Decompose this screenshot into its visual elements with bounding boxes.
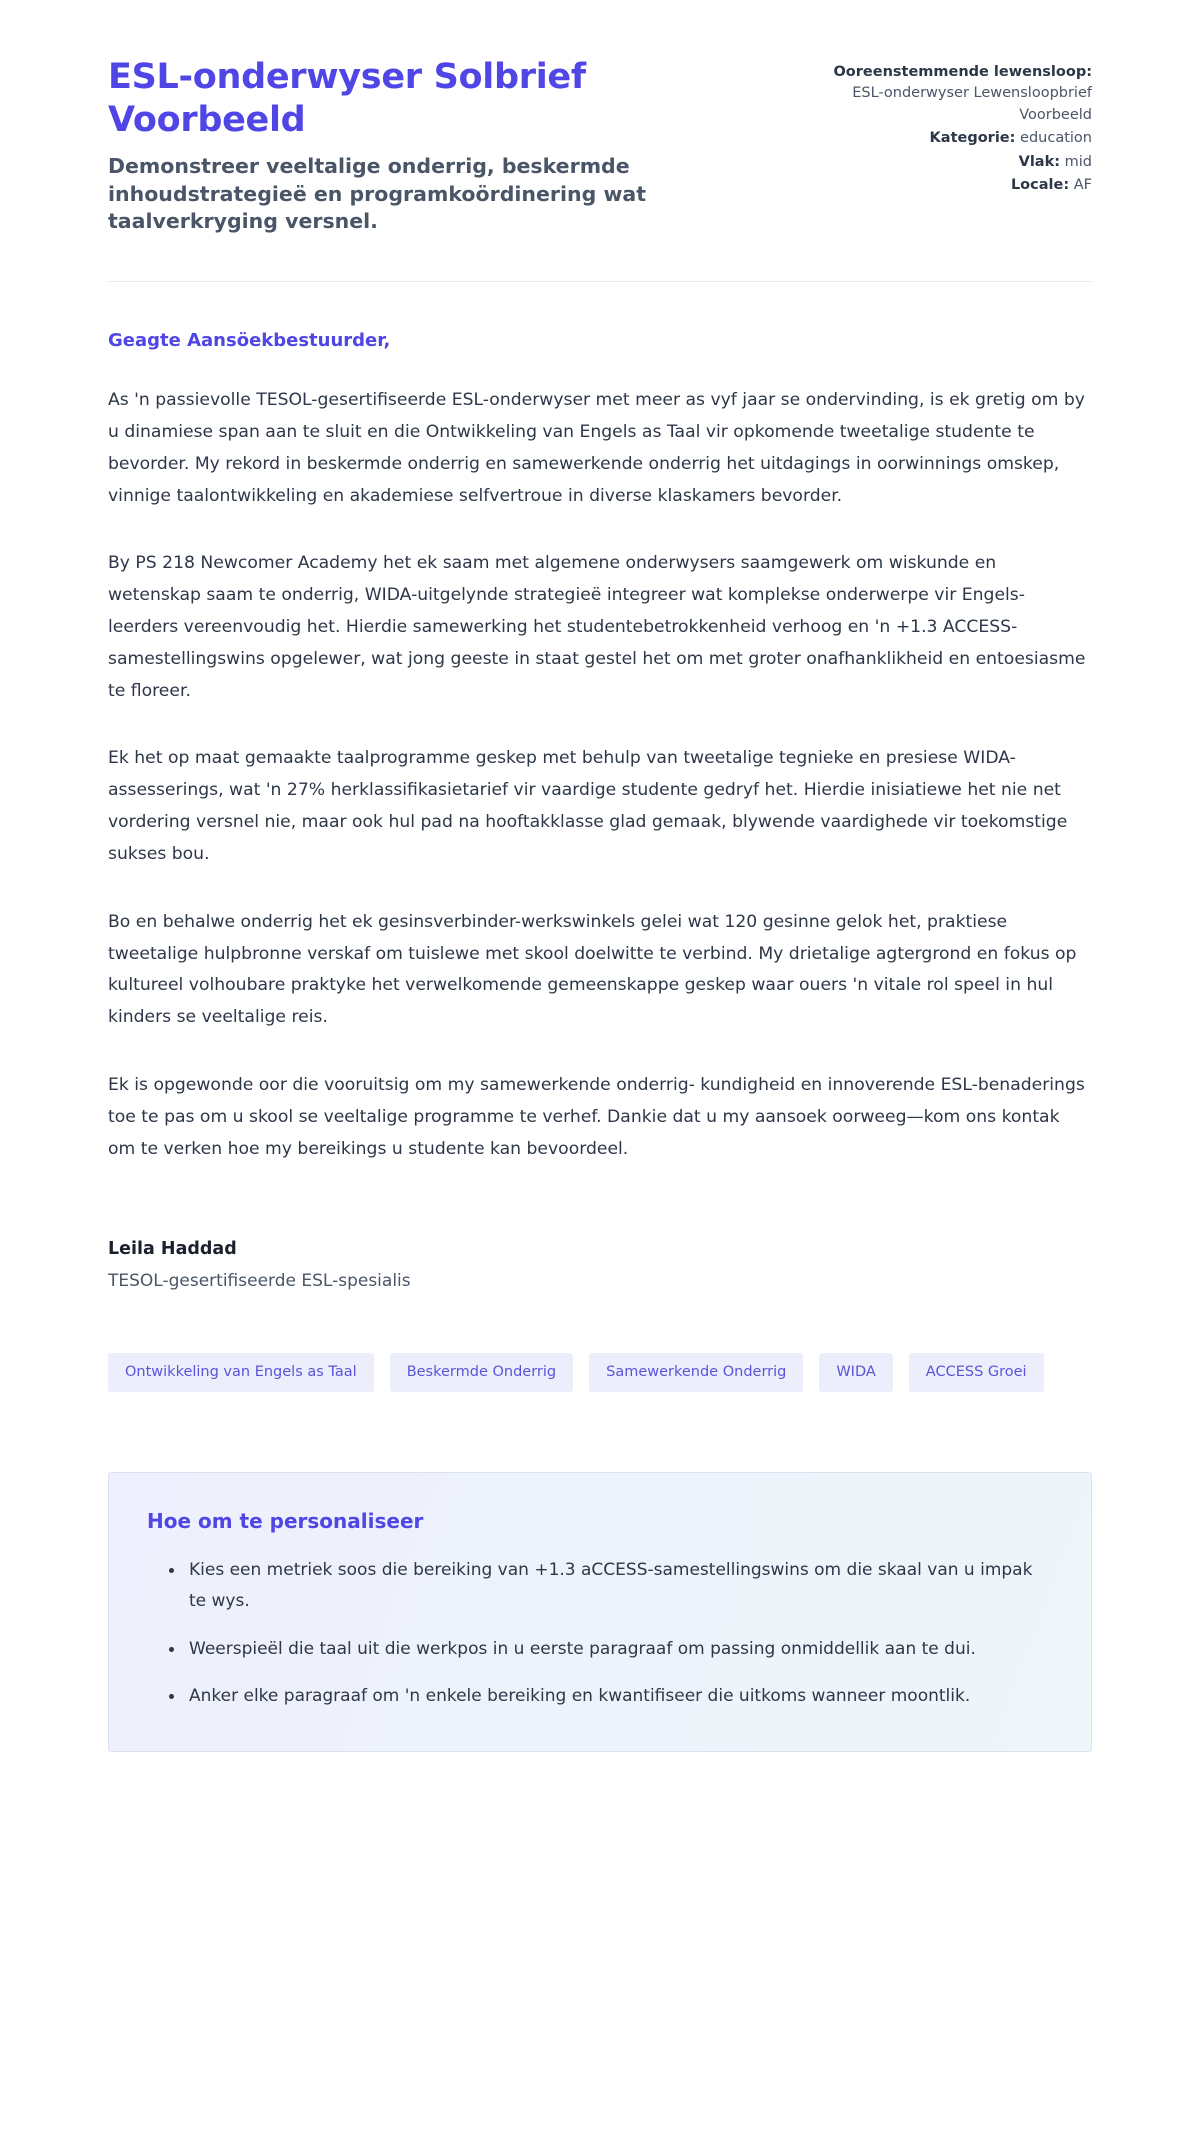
tag-chip[interactable]: Samewerkende Onderrig xyxy=(589,1353,803,1392)
callout-title: Hoe om te personaliseer xyxy=(147,1508,424,1533)
signature-role: TESOL-gesertifiseerde ESL-spesialis xyxy=(108,1271,411,1292)
letter-salutation: Geagte Aansöekbestuurder, xyxy=(108,330,391,352)
meta-matching-resume-label: Ooreenstemmende lewensloop: xyxy=(833,64,1092,80)
tag-list xyxy=(108,1353,1068,1392)
meta-category-value: education xyxy=(1020,130,1092,147)
callout-tip-item: Weerspieël die taal uit die werkpos in u eerste paragraaf om passing onmiddellik aan te dui. xyxy=(169,1634,1053,1665)
tag-chip[interactable]: Ontwikkeling van Engels as Taal xyxy=(108,1353,374,1392)
page-title: ESL-onderwyser Solbrief Voorbeeld xyxy=(108,57,586,140)
tag-chip[interactable]: Beskermde Onderrig xyxy=(390,1353,573,1392)
header-title-block xyxy=(108,56,784,235)
letter-paragraph: Ek het op maat gemaakte taalprogramme geskep met behulp van tweetalige tegnieke en presiese WIDA-assesserings, wat 'n 27% herklassifikasietarief vir vaardige studente gedryf het. Hierdie inisiatiewe het nie net vordering versnel nie, maar ook hul pad na hooftakklasse glad gemaak, blywende vaardighede vir toekomstige sukses bou. xyxy=(108,748,1068,864)
meta-category-label: Kategorie: xyxy=(929,130,1016,147)
meta-category xyxy=(824,128,1092,149)
callout-tip-list xyxy=(147,1555,1053,1713)
signature-block xyxy=(108,1239,1092,1291)
signature-name: Leila Haddad xyxy=(108,1239,237,1260)
letter-paragraph: Ek is opgewonde oor die vooruitsig om my samewerkende onderrig- kundigheid en innoverende ESL-benaderings toe te pas om u skool se veeltalige programme te verhef. Dankie dat u my aansoek oorweeg—kom ons kontak om te verken hoe my bereikings u studente kan bevoordeel. xyxy=(108,1074,1085,1159)
letter-paragraph: As 'n passievolle TESOL-gesertifiseerde ESL-onderwyser met meer as vyf jaar se ondervinding, is ek gretig om by u dinamiese span aan te sluit en die Ontwikkeling van Engels as Taal vir opkomende tweetalige studente te bevorder. My rekord in beskermde onderrig en samewerkende onderrig het uitdagings in oorwinnings omskep, vinnige taalontwikkeling en akademiese selfvertroue in diverse klaskamers bevorder. xyxy=(108,390,1085,506)
tag-chip[interactable]: ACCESS Groei xyxy=(909,1353,1044,1392)
callout-tip-item: Anker elke paragraaf om 'n enkele bereiking en kwantifiseer die uitkoms wanneer moontlik. xyxy=(169,1681,1053,1712)
meta-level xyxy=(824,152,1092,173)
meta-matching-resume xyxy=(824,62,1092,126)
header-metadata xyxy=(824,56,1092,199)
page-subtitle: Demonstreer veeltalige onderrig, beskermde inhoudstrategieë en programkoördinering wat taalverkryging versnel. xyxy=(108,154,647,233)
tag-chip[interactable]: WIDA xyxy=(819,1353,892,1392)
meta-level-label: Vlak: xyxy=(1018,153,1061,170)
meta-locale-value: AF xyxy=(1073,177,1092,194)
personalization-callout xyxy=(108,1472,1092,1752)
meta-locale xyxy=(824,175,1092,196)
meta-matching-resume-value: ESL-onderwyser Lewensloopbrief Voorbeeld xyxy=(852,85,1092,123)
letter-paragraph: By PS 218 Newcomer Academy het ek saam met algemene onderwysers saamgewerk om wiskunde en wetenskap saam te onderrig, WIDA-uitgelynde strategieë integreer wat komplekse onderwerpe vir Engels-leerders vereenvoudig het. Hierdie samewerking het studentebetrokkenheid verhoog en 'n +1.3 ACCESS-samestellingswins opgelewer, wat jong geeste in staat gestel het om met groter onafhanklikheid en entoesiasme te floreer. xyxy=(108,553,1086,701)
meta-level-value: mid xyxy=(1064,153,1092,170)
cover-letter-body xyxy=(108,282,1092,1291)
document-header xyxy=(108,56,1092,235)
letter-paragraph: Bo en behalwe onderrig het ek gesinsverbinder-werkswinkels gelei wat 120 gesinne gelok het, praktiese tweetalige hulpbronne verskaf om tuislewe met skool doelwitte te verbind. My drietalige agtergrond en fokus op kultureel volhoubare praktyke het verwelkomende gemeenskappe geskep waar ouers 'n vitale rol speel in hul kinders se veeltalige reis. xyxy=(108,911,1077,1028)
callout-tip-item: Kies een metriek soos die bereiking van +1.3 aCCESS-samestellingswins om die skaal van u impak te wys. xyxy=(169,1555,1053,1618)
meta-locale-label: Locale: xyxy=(1010,177,1070,194)
